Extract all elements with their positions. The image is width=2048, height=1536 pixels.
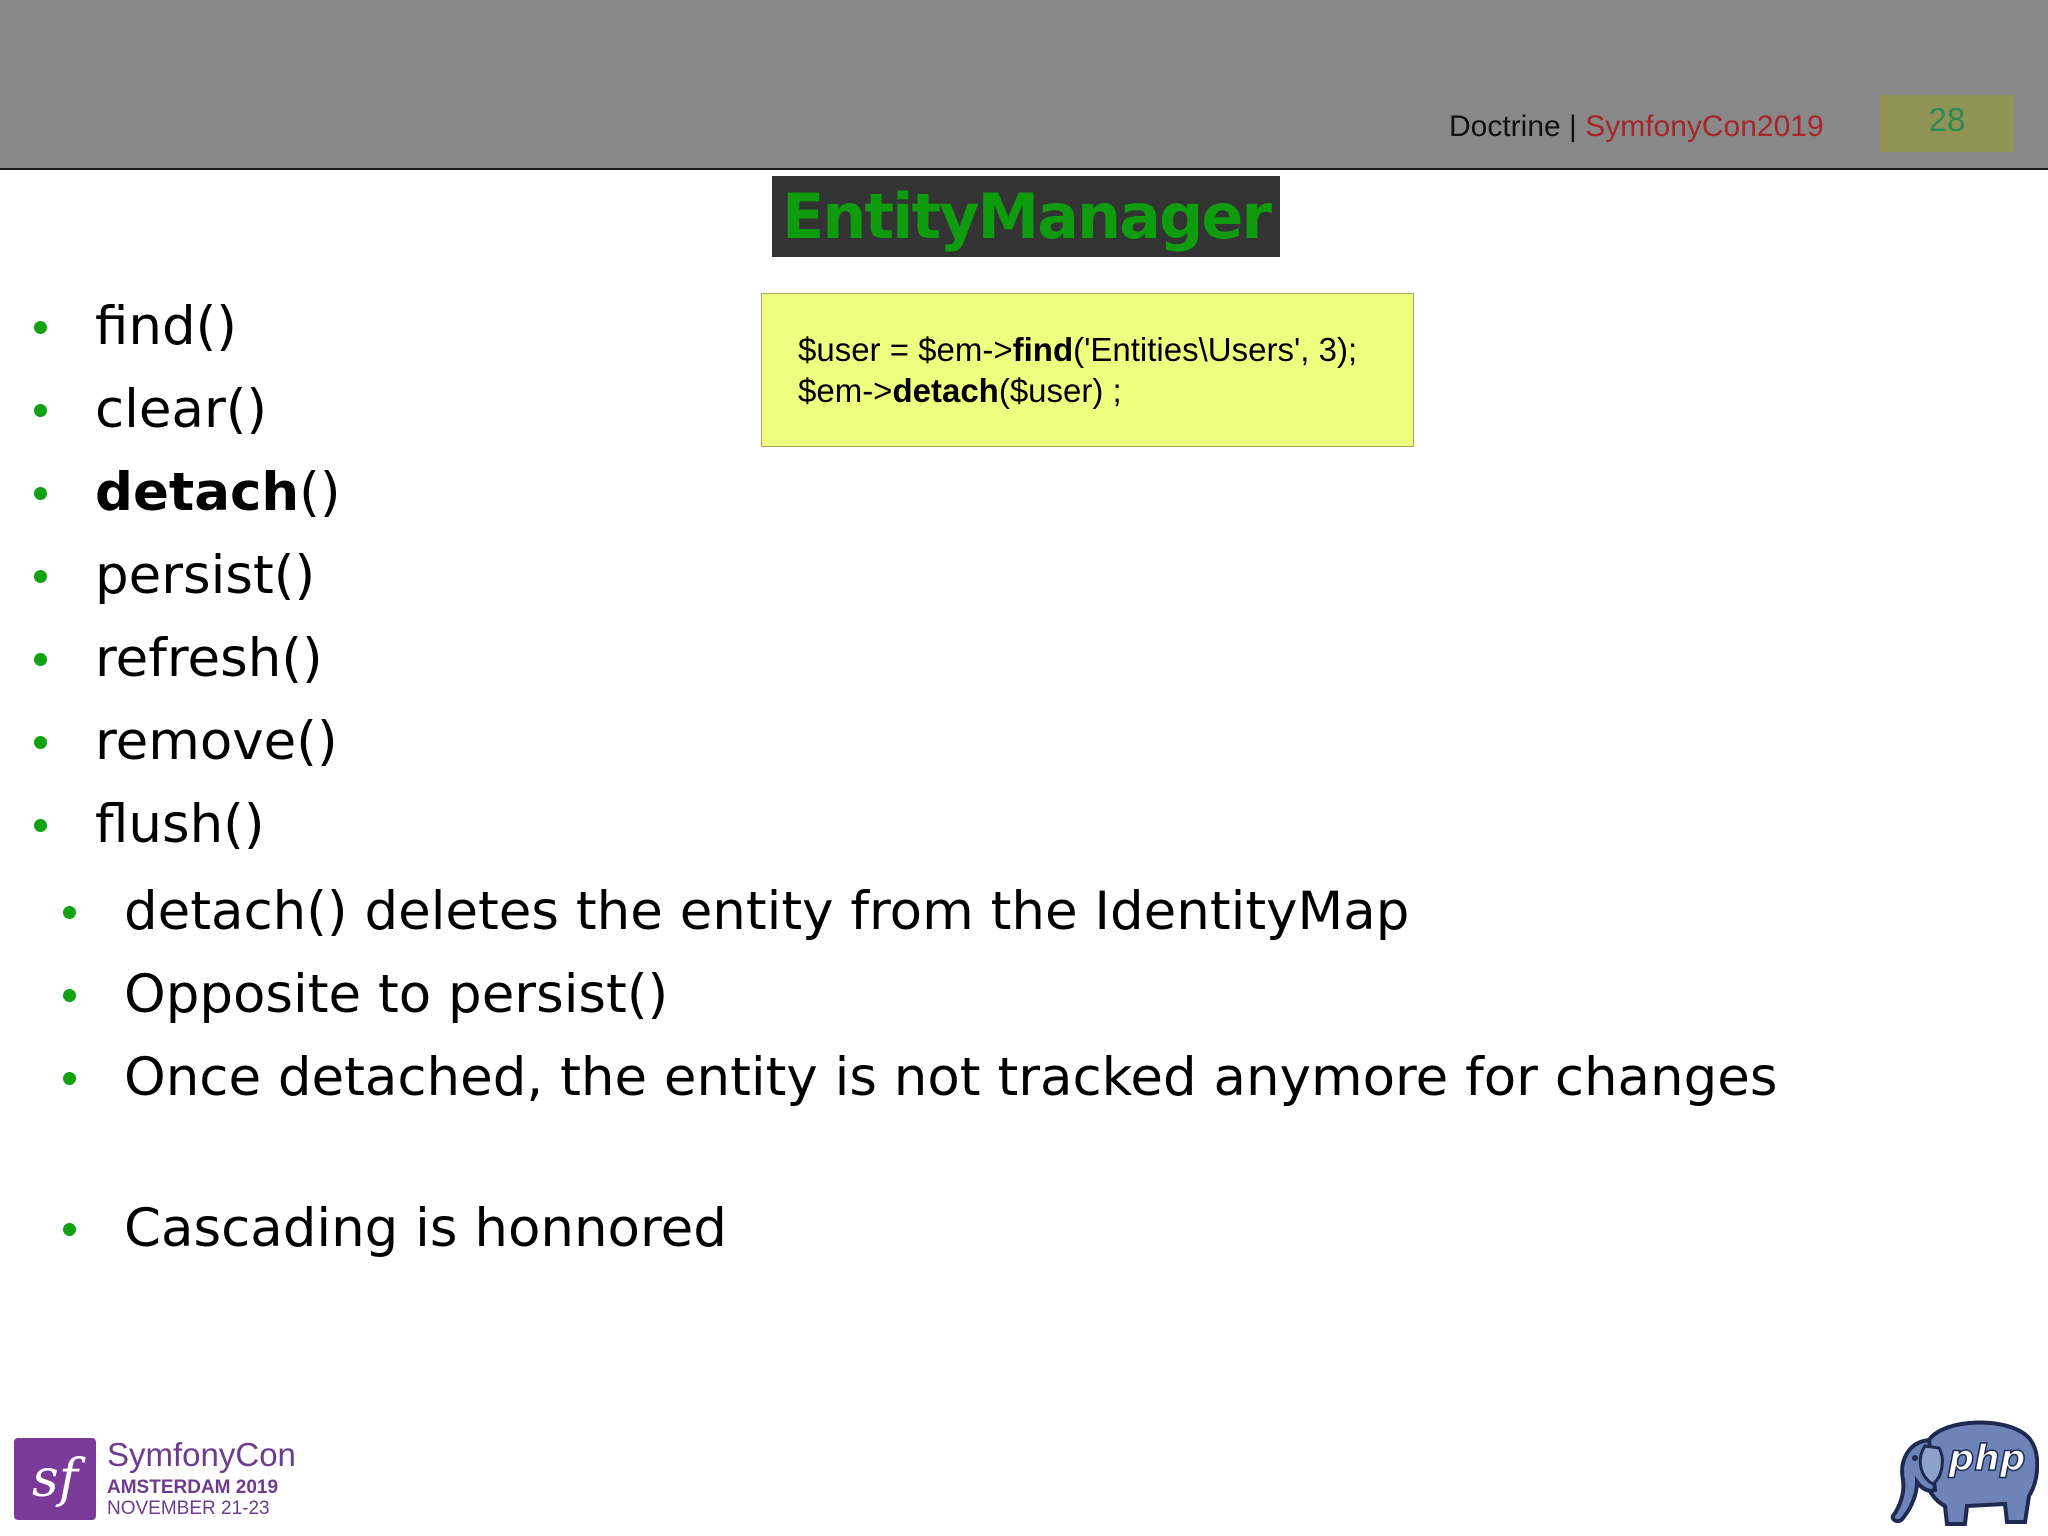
note-text: Once detached, the entity is not tracked anymore for changes	[124, 1047, 1778, 1108]
method-item-flush	[95, 794, 265, 855]
php-logo-text: php	[1948, 1438, 2026, 1479]
method-item-persist	[95, 545, 315, 606]
note-item	[124, 1047, 1777, 1108]
code-line-1	[798, 329, 1413, 370]
bullet-dot-icon	[34, 570, 47, 583]
bullet-dot-icon	[63, 1072, 76, 1085]
bullet-dot-icon	[63, 989, 76, 1002]
method-item-find	[95, 296, 237, 357]
code-line-2-method: detach	[892, 372, 999, 409]
bullet-dot-icon	[34, 653, 47, 666]
method-label: remove()	[95, 711, 338, 772]
note-item	[124, 964, 668, 1025]
symfonycon-name: SymfonyCon	[107, 1436, 296, 1473]
method-label: find()	[95, 296, 237, 357]
slide-title: EntityManager	[772, 176, 1280, 257]
code-line-2	[798, 370, 1413, 411]
note-text: Opposite to persist()	[124, 964, 669, 1025]
code-line-2-post: ($user) ;	[998, 372, 1122, 409]
bullet-dot-icon	[63, 1223, 76, 1236]
method-label-parens: ()	[299, 462, 341, 523]
symfonycon-dates: NOVEMBER 21-23	[107, 1498, 270, 1519]
symfonycon-city: AMSTERDAM 2019	[107, 1477, 279, 1498]
code-snippet	[761, 293, 1414, 447]
note-item	[124, 1198, 727, 1259]
bullet-dot-icon	[34, 321, 47, 334]
method-label: detach	[95, 462, 300, 523]
page-number: 28	[1880, 95, 2014, 152]
code-line-1-method: find	[1012, 331, 1074, 368]
method-item-clear	[95, 379, 267, 440]
slide-header	[0, 0, 2048, 170]
php-elephant-logo-icon	[1889, 1410, 2039, 1530]
method-item-remove	[95, 711, 338, 772]
method-label: clear()	[95, 379, 268, 440]
symfony-logo-icon	[14, 1438, 96, 1520]
method-item-refresh	[95, 628, 323, 689]
header-separator: |	[1560, 110, 1586, 143]
header-event: SymfonyCon2019	[1585, 110, 1824, 143]
bullet-dot-icon	[63, 906, 76, 919]
method-label: refresh()	[95, 628, 323, 689]
method-label: persist()	[95, 545, 316, 606]
bullet-dot-icon	[34, 736, 47, 749]
symfony-logo-text: sf	[32, 1449, 78, 1509]
bullet-dot-icon	[34, 819, 47, 832]
method-item-detach	[95, 462, 341, 523]
method-label: flush()	[95, 794, 265, 855]
note-text: Cascading is honnored	[124, 1198, 727, 1259]
code-line-1-pre: $user = $em->	[798, 331, 1013, 368]
bullet-dot-icon	[34, 404, 47, 417]
header-doc-title: Doctrine	[1449, 110, 1561, 143]
bullet-dot-icon	[34, 487, 47, 500]
header-caption	[1449, 110, 1824, 144]
note-item	[124, 881, 1409, 942]
code-line-2-pre: $em->	[798, 372, 893, 409]
note-text: detach() deletes the entity from the IdentityMap	[124, 881, 1410, 942]
code-line-1-post: ('Entities\Users', 3);	[1073, 331, 1358, 368]
